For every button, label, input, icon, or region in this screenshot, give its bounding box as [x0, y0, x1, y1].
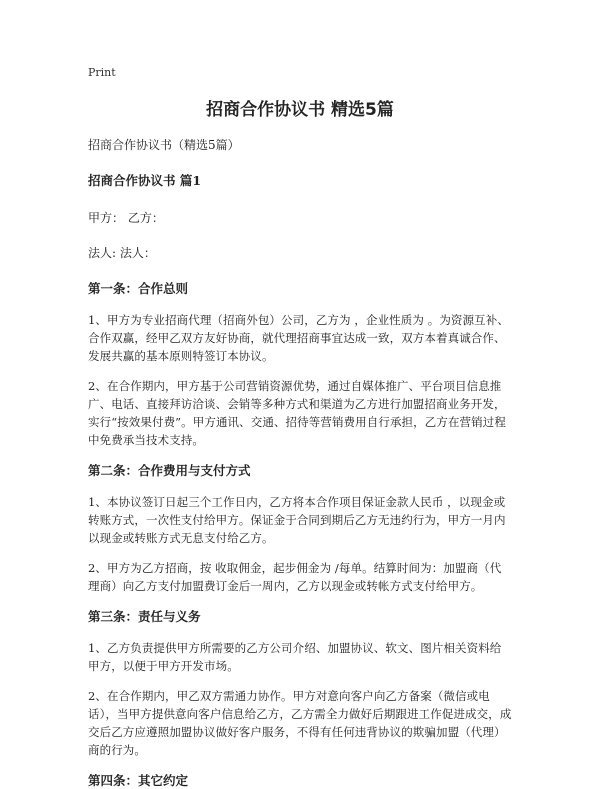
article-2-paragraph-1: 1、本协议签订日起三个工作日内，乙方将本合作项目保证金款人民币 ，以现金或转账方式，一次性支付给甲方。保证金于合同到期后乙方无违约行为，甲方一月内以现金或转账方式无息支付给乙方。: [88, 495, 506, 545]
article-1-title: 第一条：合作总则: [88, 281, 189, 296]
legal-line: 法人: 法人：: [88, 246, 156, 260]
article-3-paragraph-1: 1、乙方负责提供甲方所需要的乙方公司介绍、加盟协议、软文、图片相关资料给甲方，以便于甲方开发市场。: [88, 641, 502, 673]
article-2-title: 第二条：合作费用与支付方式: [88, 463, 251, 478]
party-line: 甲方： 乙方：: [88, 211, 164, 225]
article-1-paragraph-2: 2、在合作期内，甲方基于公司营销资源优势，通过自媒体推广、平台项目信息推广、电话、直接拜访洽谈、会销等多种方式和渠道为乙方进行加盟招商业务开发，实行“按效果付费”。甲方通讯、交通、招待等营销费用自行承担，乙方在营销过程中免费承当技术支持。: [88, 379, 506, 447]
article-3-paragraph-2: 2、在合作期内，甲乙双方需通力协作。甲方对意向客户向乙方备案（微信或电话），当甲方提供意向客户信息给乙方，乙方需全力做好后期跟进工作促进成交，成交后乙方应遵照加盟协议做好客户服务，不得有任何违背协议的欺骗加盟（代理）商的行为。: [88, 689, 512, 757]
article-1-paragraph-1: 1、甲方为专业招商代理（招商外包）公司，乙方为 ，企业性质为 。为资源互补、合作双赢，经甲乙双方友好协商，就代理招商事宜达成一致，双方本着真诚合作、发展共赢的基本原则特签订本协议。: [88, 313, 509, 363]
document-title: 招商合作协议书 精选5篇: [206, 100, 394, 120]
article-3-title: 第三条：责任与义务: [88, 609, 201, 624]
article-2-paragraph-2: 2、甲方为乙方招商，按 收取佣金，起步佣金为 /每单。结算时间为：加盟商（代理商）向乙方支付加盟费订金后一周内，乙方以现金或转帐方式支付给甲方。: [88, 561, 502, 593]
section-title: 招商合作协议书 篇1: [88, 173, 202, 188]
document-subtitle: 招商合作协议书（精选5篇）: [88, 138, 240, 152]
article-4-title: 第四条：其它约定: [88, 773, 189, 788]
print-label[interactable]: Print: [88, 66, 116, 79]
